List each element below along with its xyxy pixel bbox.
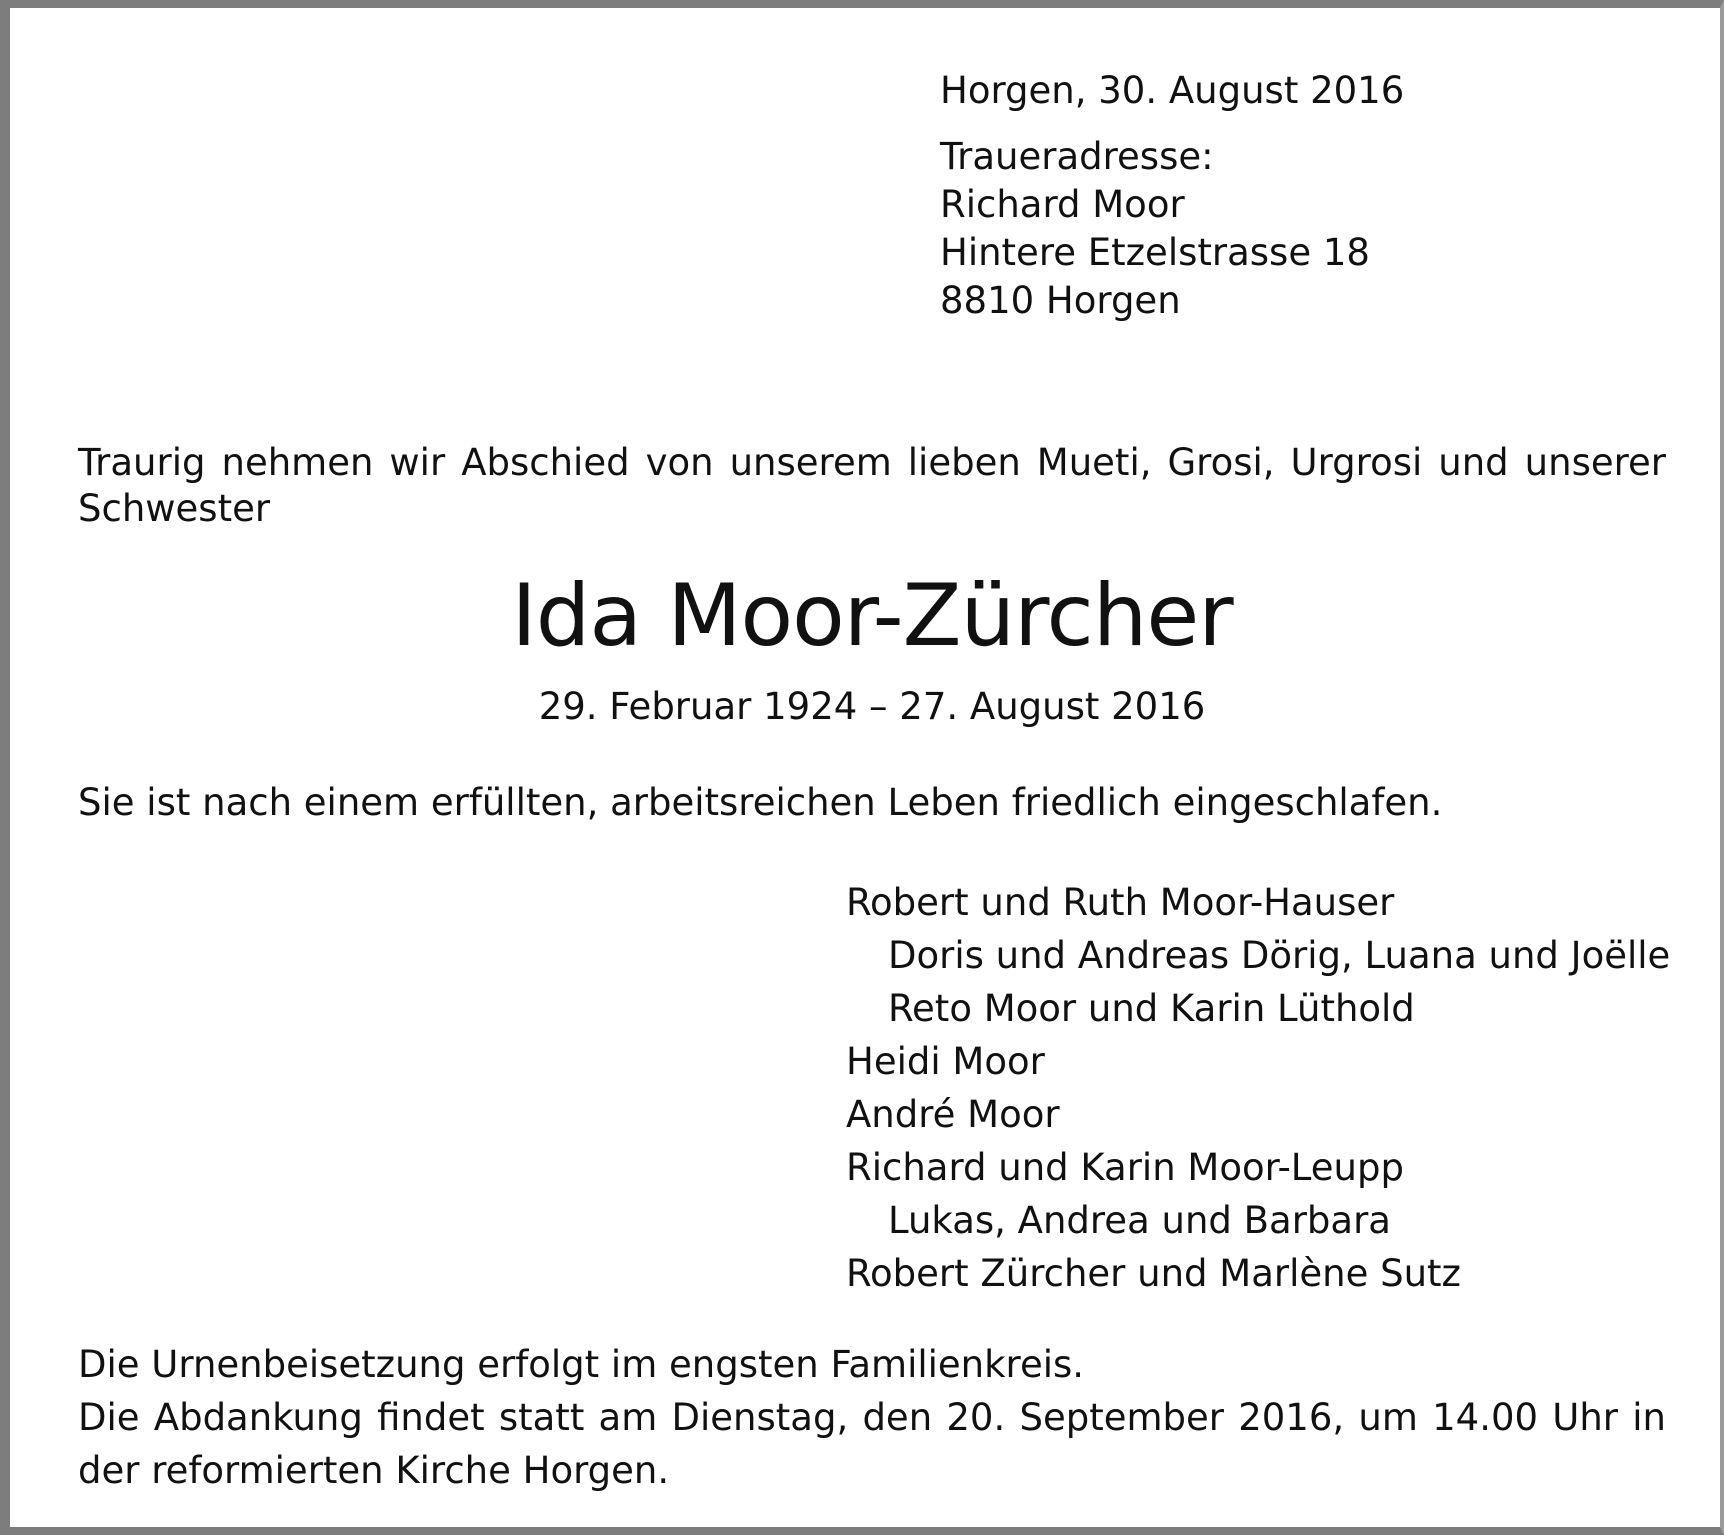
intro-text: Traurig nehmen wir Abschied von unserem lieben Mueti, Grosi, Urgrosi und unserer Schwester bbox=[78, 441, 1666, 530]
closing-text bbox=[78, 1338, 1666, 1497]
mourner-line: Robert und Ruth Moor-Hauser bbox=[846, 881, 1395, 924]
burial-info: Die Urnenbeisetzung erfolgt im engsten Familienkreis. bbox=[78, 1343, 1085, 1386]
mourner-line: Reto Moor und Karin Lüthold bbox=[888, 987, 1415, 1030]
life-dates: 29. Februar 1924 – 27. August 2016 bbox=[538, 685, 1206, 728]
deceased-name: Ida Moor-Zürcher bbox=[511, 566, 1233, 666]
mourning-address-label: Traueradresse: bbox=[940, 135, 1214, 178]
mourning-address-name: Richard Moor bbox=[940, 183, 1185, 226]
mourner-line: Richard und Karin Moor-Leupp bbox=[846, 1146, 1404, 1189]
mourner-line: Doris und Andreas Dörig, Luana und Joëlle bbox=[888, 934, 1671, 977]
mourners-list bbox=[846, 876, 1670, 1300]
mourning-address-street: Hintere Etzelstrasse 18 bbox=[940, 231, 1370, 274]
statement-text: Sie ist nach einem erfüllten, arbeitsreichen Leben friedlich eingeschlafen. bbox=[78, 781, 1443, 824]
mourner-line: André Moor bbox=[846, 1093, 1060, 1136]
mourner-line: Heidi Moor bbox=[846, 1040, 1045, 1083]
notice-date: Horgen, 30. August 2016 bbox=[940, 69, 1405, 112]
mourning-address-city: 8810 Horgen bbox=[940, 279, 1181, 322]
mourner-line: Robert Zürcher und Marlène Sutz bbox=[846, 1252, 1461, 1295]
service-info: Die Abdankung findet statt am Dienstag, den 20. September 2016, um 14.00 Uhr in der reformierten Kirche Horgen. bbox=[78, 1396, 1666, 1492]
mourner-line: Lukas, Andrea und Barbara bbox=[888, 1199, 1391, 1242]
